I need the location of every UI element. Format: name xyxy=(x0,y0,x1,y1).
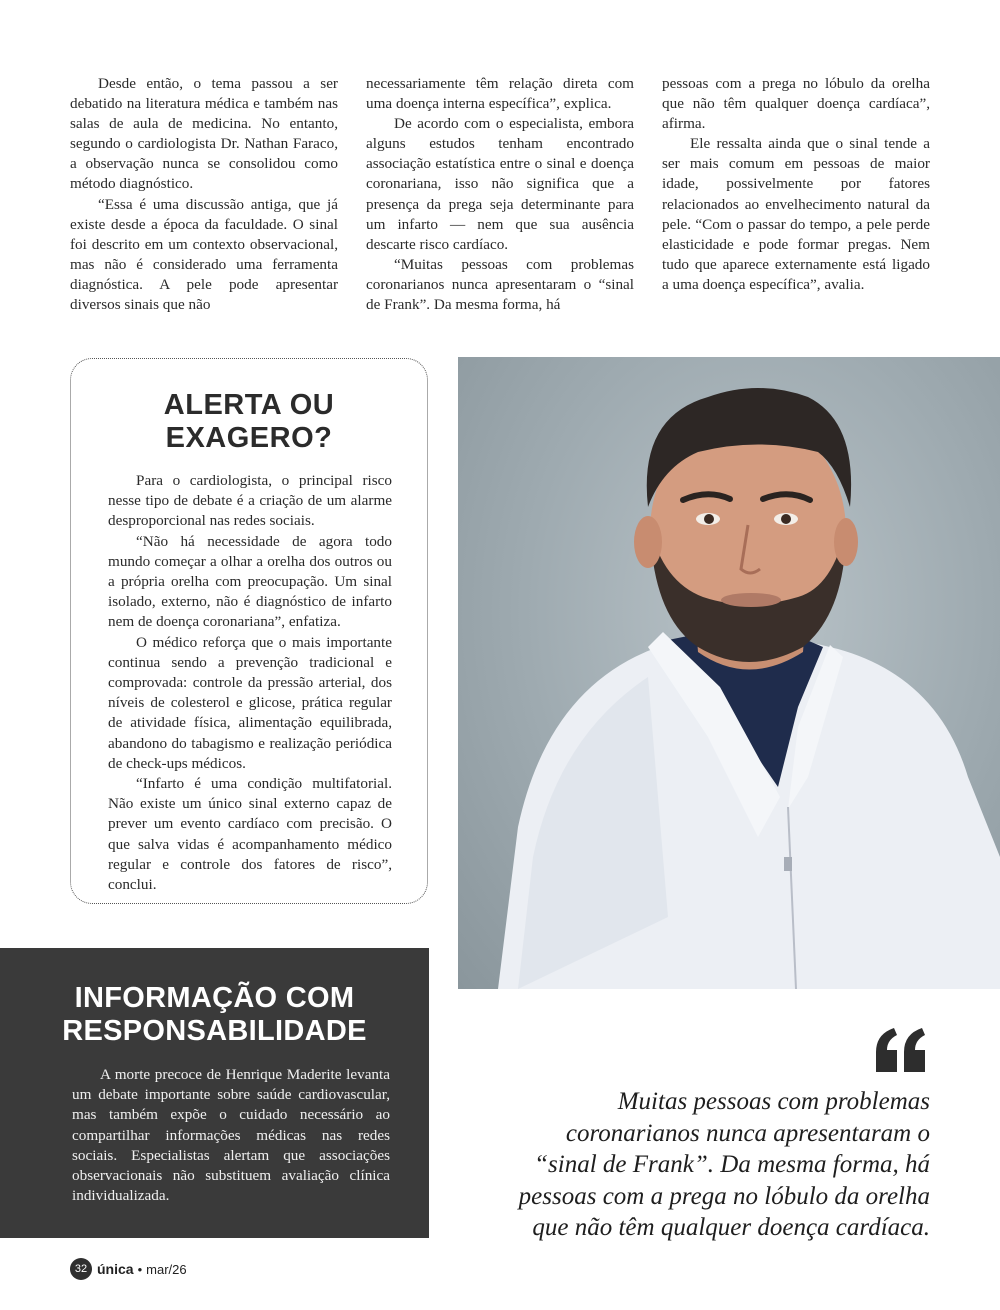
pull-quote-line-2: coronarianos nunca apresentaram o xyxy=(565,1119,930,1147)
alert-sidebar-box xyxy=(70,358,428,904)
col2-paragraph-3: “Muitas pessoas com problemas coronarianos nunca apresentaram o “sinal de Frank”. Da mesma forma, há xyxy=(366,255,634,314)
footer-separator: • xyxy=(137,1261,143,1277)
alert-box-title xyxy=(71,389,427,455)
alert-paragraph-4: “Infarto é uma condição multifatorial. Não existe um único sinal externo capaz de prever um evento cardíaco com precisão. O que salva vidas é acompanhamento médico regular e controle dos fatores de risco”, conclui. xyxy=(108,775,392,894)
page-footer xyxy=(70,1258,187,1280)
page-number: 32 xyxy=(70,1258,92,1280)
article-column-1 xyxy=(70,74,338,315)
info-paragraph: A morte precoce de Henrique Maderite levanta um debate importante sobre saúde cardiovascular, mas também expõe o cuidado necessário ao compartilhar informações médicas nas redes sociais. Especialistas alertam que associações observacionais não substituem avaliação clínica individualizada. xyxy=(72,1066,390,1205)
portrait-illustration xyxy=(458,357,1000,989)
article-column-3 xyxy=(662,74,930,295)
col3-paragraph-1: pessoas com a prega no lóbulo da orelha que não têm qualquer doença cardíaca”, afirma. xyxy=(662,75,930,133)
info-title-line-2: RESPONSABILIDADE xyxy=(62,1015,367,1047)
info-box-title xyxy=(0,982,429,1048)
pull-quote xyxy=(500,1086,930,1244)
pull-quote-line-1: Muitas pessoas com problemas xyxy=(617,1088,930,1115)
alert-box-body xyxy=(108,471,392,895)
pull-quote-line-5: que não têm qualquer doença cardíaca. xyxy=(532,1214,930,1241)
article-column-2 xyxy=(366,74,634,315)
info-box-body xyxy=(72,1065,390,1206)
alert-paragraph-3: O médico reforça que o mais importante continua sendo a prevenção tradicional e comprovada: controle da pressão arterial, dos níveis de colesterol e glicose, prática regular de atividade física, alimentação equilibrada, abandono do tabagismo e realização periódica de check-ups médicos. xyxy=(108,633,392,772)
info-title-line-1: INFORMAÇÃO COM xyxy=(74,982,355,1014)
col1-paragraph-1: Desde então, o tema passou a ser debatido na literatura médica e também nas salas de aula de medicina. No entanto, segundo o cardiologista Dr. Nathan Faraco, a observação nunca se consolidou como método diagnóstico. xyxy=(70,75,338,193)
alert-title-line-2: EXAGERO? xyxy=(165,422,333,454)
col2-paragraph-1: necessariamente têm relação direta com uma doença interna específica”, explica. xyxy=(366,75,634,113)
col1-paragraph-2: “Essa é uma discussão antiga, que já existe desde a época da faculdade. O sinal foi descrito em um contexto observacional, mas não é considerado uma ferramenta diagnóstica. A pele pode apresentar diversos sinais que não xyxy=(70,195,338,314)
issue-date: mar/26 xyxy=(146,1261,187,1277)
info-sidebar-box xyxy=(0,948,429,1238)
quote-mark-icon xyxy=(872,1026,932,1076)
col3-paragraph-2: Ele ressalta ainda que o sinal tende a ser mais comum em pessoas de maior idade, possivelmente por fatores relacionados ao envelhecimento natural da pele. “Com o passar do tempo, a pele perde elasticidade e pode formar pregas. Nem tudo que aparece externamente está ligado a uma doença específica”, avalia. xyxy=(662,135,930,293)
pull-quote-line-3: “sinal de Frank”. Da mesma forma, há xyxy=(534,1151,930,1178)
alert-paragraph-2: “Não há necessidade de agora todo mundo começar a olhar a orelha dos outros ou a própria orelha com preocupação. Um sinal isolado, externo, não é diagnóstico de infarto nem de doença coronariana”, enfatiza. xyxy=(108,532,392,631)
alert-paragraph-1: Para o cardiologista, o principal risco nesse tipo de debate é a criação de um alarme desproporcional nas redes sociais. xyxy=(108,472,392,530)
doctor-portrait-photo xyxy=(458,357,1000,989)
pull-quote-line-4: pessoas com a prega no lóbulo da orelha xyxy=(518,1182,930,1210)
magazine-name: única xyxy=(97,1261,134,1277)
alert-title-line-1: ALERTA OU xyxy=(163,389,335,421)
col2-paragraph-2: De acordo com o especialista, embora alguns estudos tenham encontrado associação estatística entre o sinal e doença coronariana, isso não significa que a presença da prega seja determinante para um infarto — nem que sua ausência descarte risco cardíaco. xyxy=(366,115,634,253)
